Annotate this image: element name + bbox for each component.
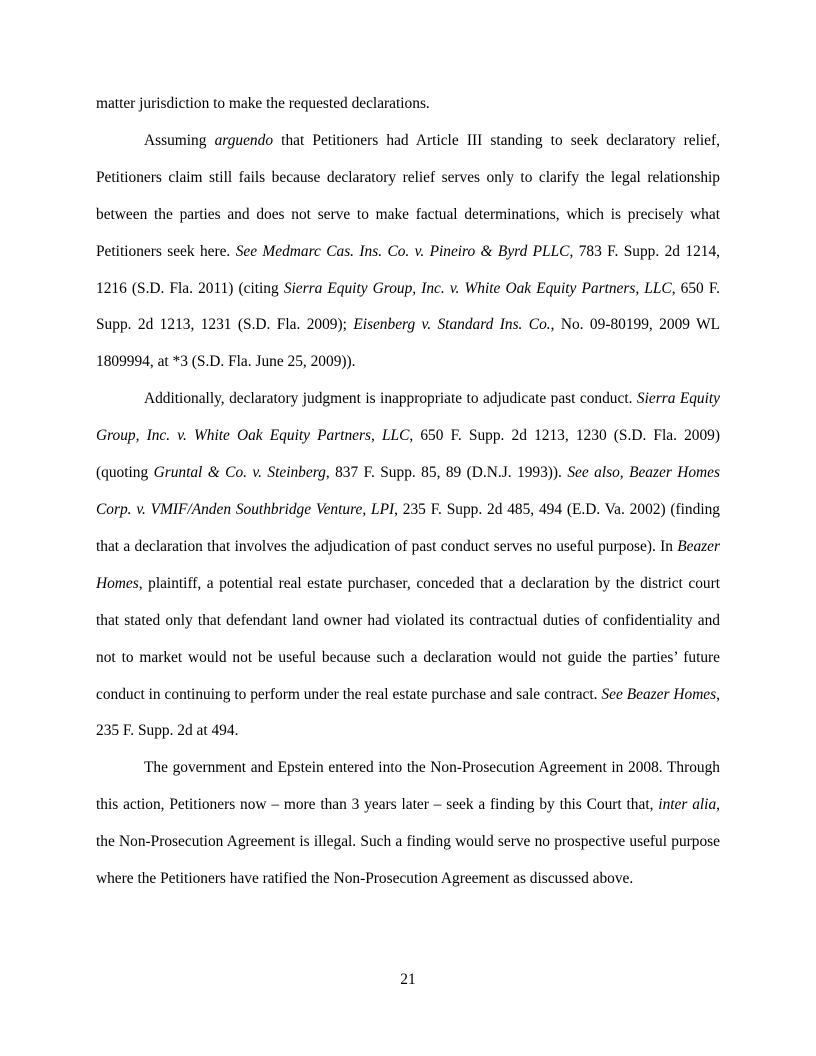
text-run: , 837 F. Supp. 85, 89 (D.N.J. 1993)). — [325, 464, 568, 482]
text-run-italic: arguendo — [214, 131, 274, 149]
case-citation: Sierra Equity Group, Inc. v. White Oak Equity Partners, LLC — [283, 279, 672, 297]
case-citation: Sierra Equity Group, Inc. v. White Oak Equity Partners, LLC — [96, 390, 721, 445]
text-run: Assuming — [144, 131, 215, 149]
text-run: , No. 09-80199, 2009 WL 1809994, at *3 (S.D. Fla. June 25, 2009)). — [96, 316, 721, 371]
paragraph-non-prosecution-agreement — [96, 750, 720, 898]
text-run: matter jurisdiction to make the requested declarations. — [96, 95, 430, 112]
text-run: The government and Epstein entered into the Non-Prosecution Agreement in 2008. Through this action, Petitioners now – more than 3 years later – seek a finding by this Court that, — [96, 759, 720, 814]
text-run: , 783 F. Supp. 2d 1214, 1216 (S.D. Fla. 2011) (citing — [96, 242, 721, 297]
case-citation: See also, Beazer Homes Corp. v. VMIF/Anden Southbridge Venture, LPI — [96, 464, 720, 518]
text-run: that Petitioners had Article III standing to seek declaratory relief, Petitioners claim still fails because declaratory relief serves only to clarify the legal relationship between the parties and does not serve to make factual determinations, which is precisely what Petitioners seek here. — [96, 131, 720, 260]
case-citation: See Beazer Homes — [601, 685, 717, 703]
text-run: , 650 F. Supp. 2d 1213, 1230 (S.D. Fla. 2009) (quoting — [96, 427, 721, 482]
text-run: , 235 F. Supp. 2d at 494. — [96, 685, 720, 740]
text-run: , 650 F. Supp. 2d 1213, 1231 (S.D. Fla. 2009); — [96, 279, 720, 334]
case-citation: Eisenberg v. Standard Ins. Co. — [353, 316, 551, 334]
text-run: , 235 F. Supp. 2d 485, 494 (E.D. Va. 2002) (finding that a declaration that involves the adjudication of past conduct serves no useful purpose). In — [96, 500, 720, 555]
paragraph-standing — [96, 123, 720, 381]
document-body — [96, 86, 720, 898]
text-run: , the Non-Prosecution Agreement is illegal. Such a finding would serve no prospective useful purpose where the Petitioners have ratified the Non-Prosecution Agreement as discussed above. — [96, 796, 720, 888]
paragraph-jurisdiction-continued — [96, 86, 720, 123]
case-citation: See Medmarc Cas. Ins. Co. v. Pineiro & Byrd PLLC — [235, 242, 570, 260]
page-number: 21 — [400, 971, 416, 988]
text-run: Additionally, declaratory judgment is inappropriate to adjudicate past conduct. — [144, 390, 637, 408]
case-citation: Beazer Homes — [96, 537, 720, 592]
paragraph-past-conduct — [96, 381, 720, 750]
text-run-italic: inter alia — [658, 796, 717, 814]
case-citation: Gruntal & Co. v. Steinberg — [153, 464, 326, 482]
text-run: , plaintiff, a potential real estate purchaser, conceded that a declaration by the district court that stated only that defendant land owner had violated its contractual duties of confidentiality and not to market would not be useful because such a declaration would not guide the parties’ future conduct in continuing to perform under the real estate purchase and sale contract. — [96, 574, 720, 703]
